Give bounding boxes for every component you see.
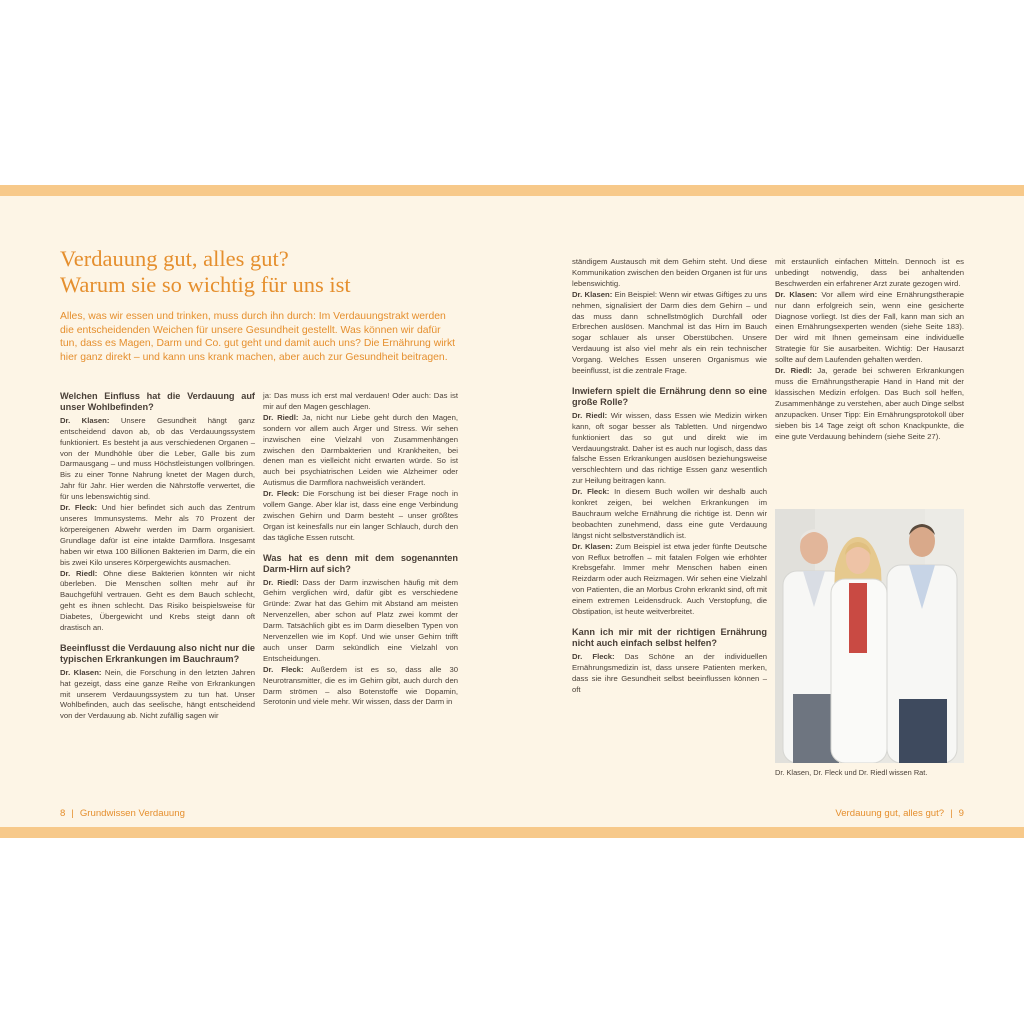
- footer-section: Grundwissen Verdauung: [79, 808, 185, 819]
- answer-text: Vor allem wird eine Ernährungstherapie nur dann erfolgreich sein, wenn eine gesicherte Diagnose vorliegt. Ist dies der Fall, kann man sich an einen Ernährungsexperten wenden (siehe Seite 183). Der wird mit Ihnen gemeinsam eine individuelle Strategie für Sie ausarbeiten. Wichtig: Der Hausarzt sollte auf dem Laufenden gehalten werden.: [775, 289, 965, 365]
- question-heading: Was hat es denn mit dem sogenannten Darm-Hirn auf sich?: [263, 552, 458, 575]
- page-title: [60, 246, 500, 298]
- answer-text: Ja, gerade bei schweren Erkrankungen muss die Ernährungstherapie Hand in Hand mit der klassischen Medizin erfolgen. Das Buch soll helfen, Zusammenhänge zu verstehen, aber auch Dinge selbst anzupacken. Unser Tipp: Ein Ernährungsprotokoll über sieben bis 14 Tage zeigt oft schon Knackpunkte, die eine gute Verdauung behindern (siehe Seite 27).: [775, 366, 964, 441]
- question-heading: Kann ich mir mit der richtigen Ernährung nicht auch einfach selbst helfen?: [572, 627, 767, 649]
- page-footer-left: [60, 808, 185, 820]
- answer-paragraph: [60, 569, 255, 634]
- answer-paragraph: [572, 411, 767, 487]
- answer-paragraph: [263, 665, 458, 709]
- question-heading: Beeinflusst die Verdauung also nicht nur die typischen Erkrankungen im Bauchraum?: [60, 642, 255, 665]
- answer-text: Ohne diese Bakterien könnten wir nicht überleben. Die Menschen sollten mehr auf ihr Bauchgefühl vertrauen. Geht es dem Bauch schlecht, geht es ihnen schlecht. Das Risiko beispielsweise für Diabetes, Übergewicht und Krebs steigt dann oft drastisch an.: [60, 568, 255, 633]
- text-column-3: [572, 257, 767, 695]
- answer-text: Ein Beispiel: Wenn wir etwas Giftiges zu uns nehmen, signalisiert der Darm dies dem Gehirn – und das muss dann schnellstmöglich Durchfall oder Erbrechen auslösen. Manchmal ist das Hirn im Bauch sogar schlauer als unser Oberstübchen. Unsere Verdauung ist also viel mehr als ein rein technischer Vorgang. Welches Essen unseren Organismus wie beeinflusst, ist die zentrale Frage.: [572, 289, 767, 376]
- speaker-label: Dr. Klasen:: [775, 289, 818, 299]
- doctor-middle: [831, 537, 887, 763]
- speaker-label: Dr. Fleck:: [572, 651, 615, 661]
- answer-paragraph: [263, 578, 458, 665]
- speaker-label: Dr. Klasen:: [572, 541, 613, 551]
- answer-text: Das Schöne an der individuellen Ernährungsmedizin ist, dass unsere Patienten merken, dass sie ihre Gesundheit selbst beeinflussen können – oft: [572, 651, 767, 694]
- speaker-label: Dr. Riedl:: [775, 366, 812, 376]
- top-color-band: [0, 185, 1024, 196]
- page-number: 9: [958, 808, 964, 819]
- page-footer-right: [835, 808, 964, 820]
- doctors-illustration: [775, 509, 964, 763]
- answer-paragraph: [263, 489, 458, 544]
- intro-paragraph: Alles, was wir essen und trinken, muss durch ihn durch: Im Verdauungstrakt werden die entscheidenden Weichen für unsere Gesundheit gestellt. Was können wir dafür tun, dass es Magen, Darm und Co. gut geht und damit auch uns? Die Ernährung wirkt hier ganz direkt – und kann uns krank machen, aber auch zur Gesundheit beitragen.: [60, 311, 456, 363]
- speaker-label: Dr. Riedl:: [263, 412, 299, 422]
- title-line-1: Verdauung gut, alles gut?: [60, 246, 289, 271]
- answer-paragraph: [60, 668, 255, 723]
- answer-paragraph: [775, 366, 964, 442]
- answer-paragraph: [572, 652, 767, 696]
- answer-paragraph: [572, 487, 767, 542]
- answer-paragraph: ständigem Austausch mit dem Gehirn steht. Und diese Kommunikation zwischen den beiden Organen ist für uns lebenswichtig.: [572, 257, 767, 288]
- answer-text: Zum Beispiel ist etwa jeder fünfte Deutsche von Reflux betroffen – mit fatalen Folgen wie erhöhter Krebsgefahr. Immer mehr Menschen haben einen Reizdarm oder auch Reizmagen. Wir sehen eine Vielzahl von Patienten, die an Morbus Crohn erkrankt sind, oft mit einem extremen Leidensdruck. Auch Verstopfung, die Obstipation, ist heute weitverbreitet.: [572, 541, 767, 617]
- answer-text: Wir wissen, dass Essen wie Medizin wirken kann, oft sogar besser als Tabletten. Und nirgendwo funktioniert das so gut und direkt wie im Verdauungstrakt. Daher ist es auch nur logisch, dass das falsche Essen Erkrankungen auslösen beziehungsweise verschlechtern und das richtige Essen ganz wesentlich zur Heilung beitragen kann.: [572, 410, 767, 486]
- answer-text: Ja, nicht nur Liebe geht durch den Magen, sondern vor allem auch Ärger und Stress. Wir sehen inzwischen eine Vielzahl von Zusammenhängen zwischen den Darmbakterien und Krankheiten, bei denen man es vielleicht nicht erwarten würde. So ist auch bei psychiatrischen Leiden wie Alzheimer oder Autismus die Darmflora nachweislich verändert.: [263, 412, 458, 488]
- bottom-color-band: [0, 827, 1024, 838]
- answer-text: Unsere Gesundheit hängt ganz entscheidend davon ab, ob das Verdauungssystem funktioniert. Es besteht ja aus verschiedenen Organen – von der Mundhöhle über die Leber, Galle bis zum Darmausgang – und muss Höchstleistungen vollbringen. Bis zu einer Tonne Nahrung knetet der Magen durch, Jahr für Jahr. Hier werden die Nährstoffe verwertet, die für uns lebenswichtig sind.: [60, 415, 255, 502]
- speaker-label: Dr. Fleck:: [263, 489, 300, 499]
- answer-text: Die Forschung ist bei dieser Frage noch in vollem Gange. Aber klar ist, dass eine enge Verbindung zwischen Gehirn und Darm besteht – unser größtes Organ ist keinesfalls nur ein langer Schlauch, durch den das tägliche Essen rutscht.: [263, 489, 458, 542]
- footer-section: Verdauung gut, alles gut?: [835, 808, 945, 819]
- question-heading: Welchen Einfluss hat die Verdauung auf unser Wohlbefinden?: [60, 391, 255, 413]
- speaker-label: Dr. Fleck:: [60, 503, 98, 513]
- answer-paragraph: [263, 413, 458, 489]
- page-number: 8: [60, 808, 66, 819]
- answer-paragraph: [60, 416, 255, 503]
- answer-paragraph: ja: Das muss ich erst mal verdauen! Oder auch: Das ist mir auf den Magen geschlagen.: [263, 391, 458, 411]
- speaker-label: Dr. Riedl:: [572, 410, 608, 420]
- answer-text: Nein, die Forschung in den letzten Jahren hat gezeigt, dass eine ganze Reihe von Erkrankungen mit unserem Verdauungssystem zu tun hat. Unser Wohlbefinden, auch das seelische, hängt entscheidend von der Verdauung ab. Nicht zufällig sagen wir: [60, 667, 255, 721]
- answer-text: In diesem Buch wollen wir deshalb auch konkret zeigen, bei welchen Erkrankungen im Bauchraum welche Ernährung die richtige ist. Denn wir beobachten zunehmend, dass eine gute Verdauung längst nicht selbstverständlich ist.: [572, 487, 767, 540]
- speaker-label: Dr. Klasen:: [572, 289, 613, 299]
- speaker-label: Dr. Riedl:: [263, 577, 299, 587]
- title-line-2: Warum sie so wichtig für uns ist: [60, 272, 351, 297]
- speaker-label: Dr. Klasen:: [60, 667, 102, 677]
- answer-paragraph: [572, 290, 767, 377]
- text-column-2: [263, 391, 458, 708]
- answer-paragraph: [775, 290, 964, 366]
- question-heading: Inwiefern spielt die Ernährung denn so eine große Rolle?: [572, 385, 767, 408]
- answer-paragraph: [572, 542, 767, 618]
- speaker-label: Dr. Fleck:: [572, 487, 610, 497]
- footer-separator: |: [950, 808, 953, 819]
- answer-text: Und hier befindet sich auch das Zentrum unseres Immunsystems. Mehr als 70 Prozent der körpereigenen Abwehr werden im Darm organisiert. Grundlage dafür ist eine intakte Darmflora. Insgesamt haben wir etwa 100 Billionen Bakterien im Darm, die ein bis zwei Kilo unseres Körpergewichts ausmachen.: [60, 503, 256, 567]
- doctors-photo: [775, 509, 964, 763]
- speaker-label: Dr. Fleck:: [263, 664, 304, 674]
- answer-paragraph: [60, 503, 255, 568]
- answer-text: Dass der Darm inzwischen häufig mit dem Gehirn verglichen wird, dafür gibt es verschiedene Gründe: Zwar hat das Gehirn mit Abstand am meisten Nervenzellen, aber schon auf Platz zwei kommt der Darm. Tatsächlich gibt es im Darm dieselben Typen von Nervenzellen wie im Kopf. Und wie unser Gehirn trifft auch unser Darm sekündlich eine Vielzahl von Entscheidungen.: [263, 577, 458, 663]
- text-column-4: [775, 257, 964, 442]
- speaker-label: Dr. Riedl:: [60, 568, 98, 578]
- photo-caption: Dr. Klasen, Dr. Fleck und Dr. Riedl wissen Rat.: [775, 768, 928, 777]
- answer-paragraph: mit erstaunlich einfachen Mitteln. Dennoch ist es unbedingt notwendig, dass bei anhaltenden Beschwerden ein erfahrener Arzt zurate gezogen wird.: [775, 257, 964, 288]
- speaker-label: Dr. Klasen:: [60, 415, 110, 425]
- text-column-1: [60, 391, 255, 722]
- answer-text: Außerdem ist es so, dass alle 30 Neurotransmitter, die es im Gehirn gibt, auch durch den Darm strömen – also Botenstoffe wie Dopamin, Serotonin und viele mehr. Wir wissen, dass der Darm in: [263, 664, 459, 707]
- footer-separator: |: [71, 808, 74, 819]
